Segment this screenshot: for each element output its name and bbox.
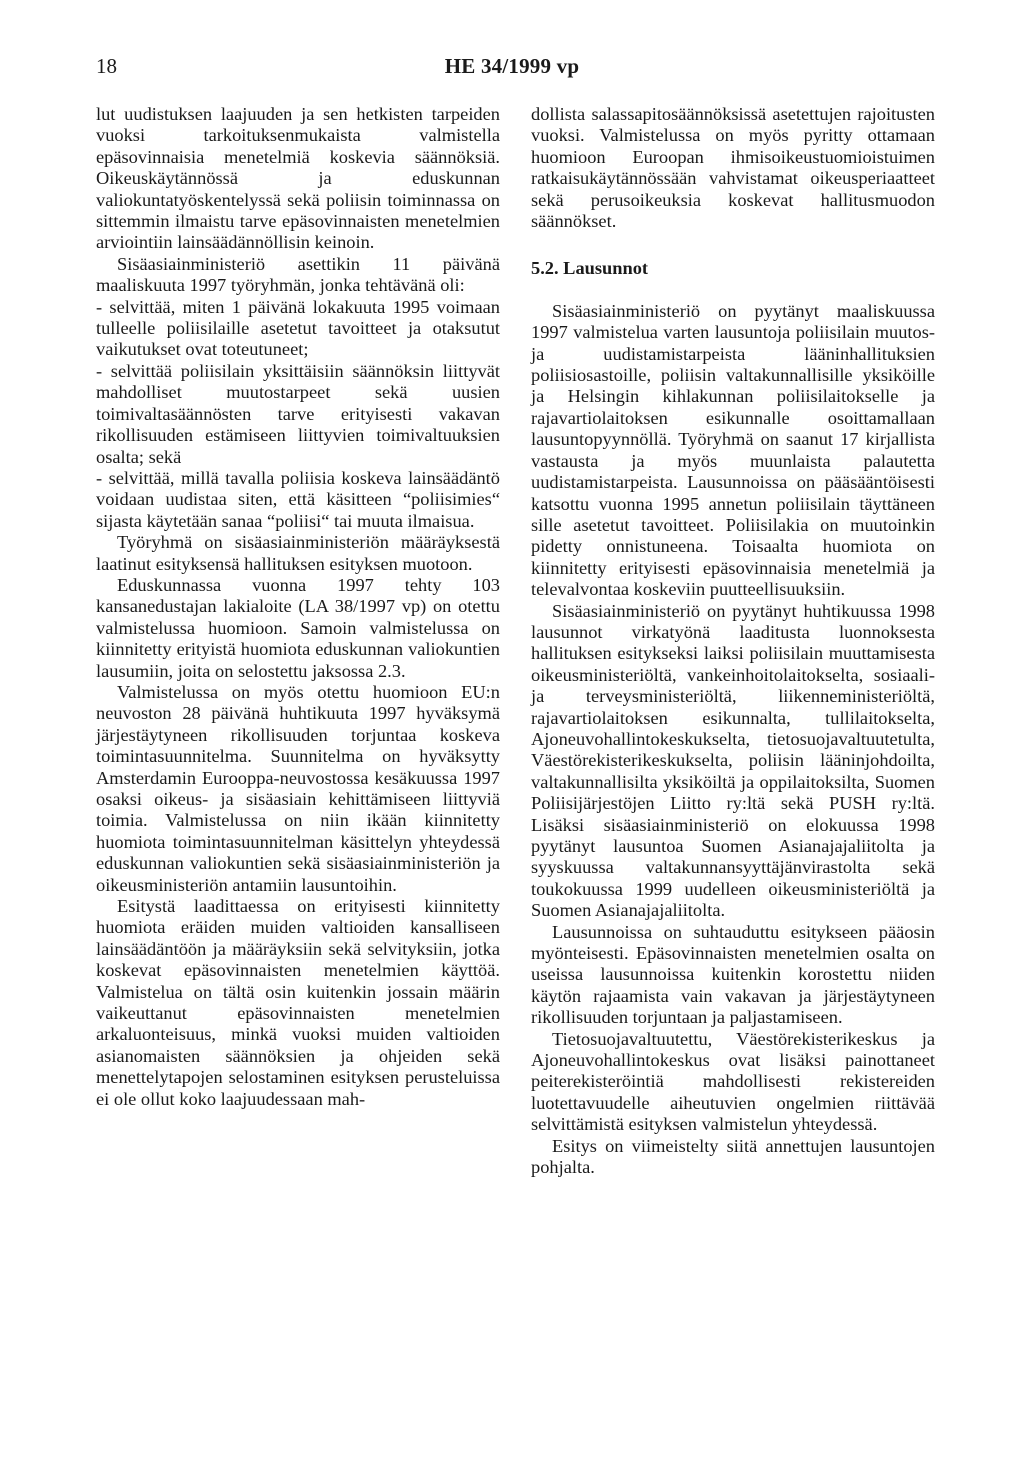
right-column (531, 104, 935, 1179)
paragraph: Eduskunnassa vuonna 1997 tehty 103 kansanedustajan lakialoite (LA 38/1997 vp) on otettu valmistelussa huomioon. Samoin valmistelussa on kiinnitetty erityistä huomiota eduskunnan valiokuntien lausumiin, joita on selostettu jaksossa 2.3. (96, 574, 500, 681)
page-number: 18 (96, 54, 117, 78)
list-item: - selvittää, miten 1 päivänä lokakuuta 1995 voimaan tulleelle poliisilaille asetetut tavoitteet ja otaksutut vaikutukset ovat toteutuneet; (96, 296, 500, 360)
paragraph: lut uudistuksen laajuuden ja sen hetkisten tarpeiden vuoksi tarkoituksenmukaista valmistella epäsovinnaisia menetelmiä koskevia säännöksiä. Oikeuskäytännössä ja eduskunnan valiokuntatyöskentelyssä sekä poliisin toiminnassa on sittemmin ilmaistu tarve epäsovinnaisten menetelmien arviointiin lainsäädännöllisin keinoin. (96, 104, 500, 253)
paragraph: Työryhmä on sisäasiainministeriön määräyksestä laatinut esityksensä hallituksen esityksen muotoon. (96, 532, 500, 574)
section-heading: 5.2. Lausunnot (531, 258, 649, 279)
paragraph: Sisäasiainministeriö on pyytänyt maaliskuussa 1997 valmistelua varten lausuntoja poliisilain muutos- ja uudistamistarpeista lääninhallituksien poliisiosastoille, poliisin valtakunnallisille yksiköille ja Helsingin kihlakunnan poliisilaitokselle ja rajavartiolaitoksen esikunnalle osoittamallaan lausuntopyynnöllä. Työryhmä on saanut 17 kirjallista vastausta ja myös muunlaista palautetta uudistamistarpeista. Lausunnoissa on pääsääntöisesti katsottu vuonna 1995 annetun poliisilain täyttäneen sille asetetut tavoitteet. Poliisilakia on muutoinkin pidetty onnistuneena. Toisaalta huomiota on kiinnitetty erityisesti epäsovinnaisia menetelmiä ja televalvontaa koskeviin puutteellisuuksiin. (531, 300, 935, 600)
list-item: - selvittää poliisilain yksittäisiin säännöksin liittyvät mahdolliset muutostarpeet sekä uusien toimivaltasäännösten tarve erityisesti vakavan rikollisuuden estämiseen liittyvien toimivaltuuksien osalta; sekä (96, 360, 500, 467)
paragraph: Sisäasiainministeriö on pyytänyt huhtikuussa 1998 lausunnot virkatyönä laaditusta luonnoksesta hallituksen esitykseksi laiksi poliisilain muuttamisesta oikeusministeriöltä, vankeinhoitolaitokselta, sosiaali- ja terveysministeriöltä, liikenneministeriöltä, rajavartiolaitoksen esikunnalta, tullilaitokselta, Ajoneuvohallintokeskukselta, tietosuojavaltuutetulta, Väestörekisterikeskukselta, poliisin lääninjohdoilta, valtakunnallisilta yksiköiltä ja oppilaitoksilta, Suomen Poliisijärjestöjen Liitto ry:ltä sekä PUSH ry:ltä. Lisäksi sisäasiainministeriö on elokuussa 1998 pyytänyt lausuntoa Suomen Asianajajaliitolta ja syyskuussa valtakunnansyyttäjänvirastolta sekä toukokuussa 1999 uudelleen oikeusministeriöltä ja Suomen Asianajajaliitolta. (531, 600, 935, 921)
list-item: - selvittää, millä tavalla poliisia koskeva lainsäädäntö voidaan uudistaa siten, että käsitteen “poliisimies“ sijasta käytetään sanaa “poliisi“ tai muuta ilmaisua. (96, 467, 500, 531)
page-header-title: HE 34/1999 vp (444, 54, 580, 78)
paragraph: Esitys on viimeistelty siitä annettujen lausuntojen pohjalta. (531, 1135, 935, 1178)
paragraph: dollista salassapitosäännöksissä asetettujen rajoitusten vuoksi. Valmistelussa on myös pyritty ottamaan huomioon Euroopan ihmisoikeustuomioistuimen ratkaisukäytännössään vahvistamat oikeusperiaatteet sekä perusoikeuksia koskevat hallitusmuodon säännökset. (531, 104, 935, 232)
left-column (96, 104, 500, 1110)
paragraph: Lausunnoissa on suhtauduttu esitykseen pääosin myönteisesti. Epäsovinnaisten menetelmien osalta on useissa lausunnoissa kuitenkin korostettu niiden käytön rajaamista vain vakavan ja järjestäytyneen rikollisuuden torjuntaan ja paljastamiseen. (531, 921, 935, 1028)
paragraph: Esitystä laadittaessa on erityisesti kiinnitetty huomiota eräiden muiden valtioiden kansalliseen lainsäädäntöön ja määräyksiin sekä selvityksiin, jotka koskevat epäsovinnaisten menetelmien käyttöä. Valmistelua on tältä osin kuitenkin jossain määrin vaikeuttanut epäsovinnaisten menetelmien arkaluonteisuus, minkä vuoksi muiden valtioiden asianomaisten säännöksien ja ohjeiden sekä menettelytapojen selostaminen esityksen perusteluissa ei ole ollut koko laajuudessaan mah- (96, 896, 500, 1109)
paragraph: Tietosuojavaltuutettu, Väestörekisterikeskus ja Ajoneuvohallintokeskus ovat lisäksi painottaneet peiterekisteröintiä mahdollisesti rekistereiden luotettavuudelle aiheutuvien ongelmien riittävää selvittämistä esityksen valmistelun yhteydessä. (531, 1028, 935, 1135)
paragraph: Valmistelussa on myös otettu huomioon EU:n neuvoston 28 päivänä huhtikuuta 1997 hyväksymä järjestäytyneen rikollisuuden torjuntaa koskeva toimintasuunnitelma. Suunnitelma on hyväksytty Amsterdamin Eurooppa-neuvostossa kesäkuussa 1997 osaksi oikeus- ja sisäasiain kehittämiseen liittyviä toimia. Valmistelussa on niin ikään kiinnitetty huomiota toimintasuunnitelman käsittelyn yhteydessä eduskunnan valiokuntien sekä sisäasiainministeriön ja oikeusministeriön antamiin lausuntoihin. (96, 681, 500, 895)
paragraph: Sisäasiainministeriö asettikin 11 päivänä maaliskuuta 1997 työryhmän, jonka tehtävänä oli: (96, 253, 500, 296)
